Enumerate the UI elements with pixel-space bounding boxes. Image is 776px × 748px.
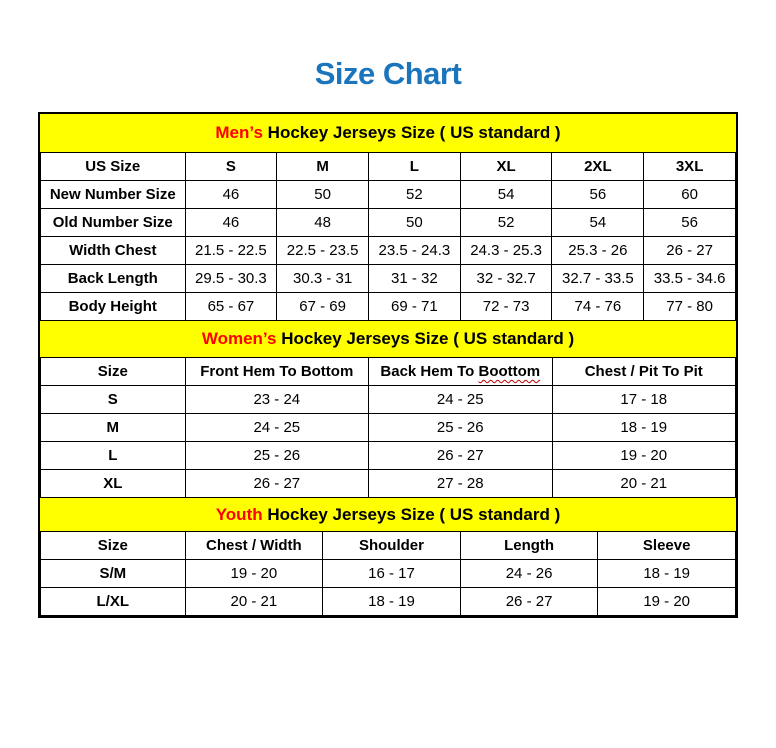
- header-row: [41, 532, 736, 560]
- row-label: Old Number Size: [41, 209, 186, 237]
- row-label: M: [41, 414, 186, 442]
- column-header: 3XL: [644, 153, 736, 181]
- size-chart: [38, 112, 738, 618]
- table-cell: 18 - 19: [552, 414, 735, 442]
- row-label: Width Chest: [41, 237, 186, 265]
- table-cell: 24 - 25: [185, 414, 368, 442]
- womens-section: [40, 321, 736, 498]
- column-header: M: [277, 153, 369, 181]
- column-header: XL: [460, 153, 552, 181]
- table-row: [41, 265, 736, 293]
- row-label: Body Height: [41, 293, 186, 321]
- table-cell: 25 - 26: [185, 442, 368, 470]
- column-header: S: [185, 153, 277, 181]
- mens-size-table: [40, 152, 736, 321]
- youth-section-band: [40, 498, 736, 531]
- table-row: [41, 181, 736, 209]
- table-row: [41, 442, 736, 470]
- table-cell: 26 - 27: [644, 237, 736, 265]
- column-header: Sleeve: [598, 532, 736, 560]
- table-cell: 52: [460, 209, 552, 237]
- table-cell: 19 - 20: [552, 442, 735, 470]
- table-cell: 25 - 26: [369, 414, 552, 442]
- header-row: [41, 358, 736, 386]
- column-header: Shoulder: [323, 532, 461, 560]
- youth-section: [40, 498, 736, 616]
- table-cell: 54: [552, 209, 644, 237]
- column-header: Front Hem To Bottom: [185, 358, 368, 386]
- table-cell: 65 - 67: [185, 293, 277, 321]
- table-cell: 20 - 21: [185, 588, 323, 616]
- womens-section-band: [40, 321, 736, 357]
- table-cell: 33.5 - 34.6: [644, 265, 736, 293]
- table-cell: 56: [644, 209, 736, 237]
- row-label: Back Length: [41, 265, 186, 293]
- table-cell: 31 - 32: [369, 265, 461, 293]
- table-cell: 19 - 20: [185, 560, 323, 588]
- table-cell: 46: [185, 209, 277, 237]
- table-row: [41, 588, 736, 616]
- column-header: [369, 358, 552, 386]
- table-cell: 26 - 27: [460, 588, 598, 616]
- youth-size-table: [40, 531, 736, 616]
- table-cell: 32 - 32.7: [460, 265, 552, 293]
- table-cell: 24 - 25: [369, 386, 552, 414]
- table-cell: 67 - 69: [277, 293, 369, 321]
- mens-title-rest: Hockey Jerseys Size ( US standard ): [262, 123, 561, 142]
- table-row: [41, 414, 736, 442]
- header-row: [41, 153, 736, 181]
- table-cell: 18 - 19: [598, 560, 736, 588]
- womens-title-rest: Hockey Jerseys Size ( US standard ): [276, 329, 575, 348]
- table-cell: 77 - 80: [644, 293, 736, 321]
- table-row: [41, 237, 736, 265]
- table-cell: 19 - 20: [598, 588, 736, 616]
- table-cell: 17 - 18: [552, 386, 735, 414]
- womens-title-highlight: Women’s: [201, 329, 277, 348]
- table-cell: 26 - 27: [369, 442, 552, 470]
- row-label: New Number Size: [41, 181, 186, 209]
- table-cell: 69 - 71: [369, 293, 461, 321]
- table-cell: 24 - 26: [460, 560, 598, 588]
- column-header: Length: [460, 532, 598, 560]
- table-cell: 50: [369, 209, 461, 237]
- table-cell: 23.5 - 24.3: [369, 237, 461, 265]
- row-label: XL: [41, 470, 186, 498]
- table-cell: 50: [277, 181, 369, 209]
- table-row: [41, 293, 736, 321]
- table-row: [41, 386, 736, 414]
- table-cell: 25.3 - 26: [552, 237, 644, 265]
- table-cell: 27 - 28: [369, 470, 552, 498]
- womens-size-table: [40, 357, 736, 498]
- table-cell: 30.3 - 31: [277, 265, 369, 293]
- page-title: Size Chart: [314, 56, 462, 91]
- table-row: [41, 560, 736, 588]
- table-cell: 74 - 76: [552, 293, 644, 321]
- table-cell: 18 - 19: [323, 588, 461, 616]
- table-cell: 54: [460, 181, 552, 209]
- table-cell: 23 - 24: [185, 386, 368, 414]
- table-cell: 32.7 - 33.5: [552, 265, 644, 293]
- column-header: Size: [41, 358, 186, 386]
- row-label: S/M: [41, 560, 186, 588]
- column-header: L: [369, 153, 461, 181]
- column-header: Size: [41, 532, 186, 560]
- table-cell: 52: [369, 181, 461, 209]
- table-cell: 24.3 - 25.3: [460, 237, 552, 265]
- column-header: Chest / Width: [185, 532, 323, 560]
- table-cell: 46: [185, 181, 277, 209]
- table-cell: 48: [277, 209, 369, 237]
- table-cell: 60: [644, 181, 736, 209]
- size-chart-page: [0, 56, 776, 618]
- youth-title-rest: Hockey Jerseys Size ( US standard ): [262, 504, 561, 524]
- table-cell: 20 - 21: [552, 470, 735, 498]
- table-cell: 56: [552, 181, 644, 209]
- mens-title-highlight: Men’s: [215, 123, 263, 142]
- table-cell: 26 - 27: [185, 470, 368, 498]
- mens-section: [40, 114, 736, 321]
- column-header: Chest / Pit To Pit: [552, 358, 735, 386]
- column-header: 2XL: [552, 153, 644, 181]
- row-label: S: [41, 386, 186, 414]
- table-row: [41, 470, 736, 498]
- misspelled-word: Boottom: [478, 363, 541, 380]
- table-cell: 22.5 - 23.5: [277, 237, 369, 265]
- table-cell: 16 - 17: [323, 560, 461, 588]
- mens-section-band: [40, 114, 736, 152]
- table-cell: 21.5 - 22.5: [185, 237, 277, 265]
- row-label: L: [41, 442, 186, 470]
- table-row: [41, 209, 736, 237]
- table-cell: 72 - 73: [460, 293, 552, 321]
- row-label: L/XL: [41, 588, 186, 616]
- youth-title-highlight: Youth: [215, 504, 263, 524]
- header-text: Back Hem To: [380, 363, 479, 380]
- column-header: US Size: [41, 153, 186, 181]
- table-cell: 29.5 - 30.3: [185, 265, 277, 293]
